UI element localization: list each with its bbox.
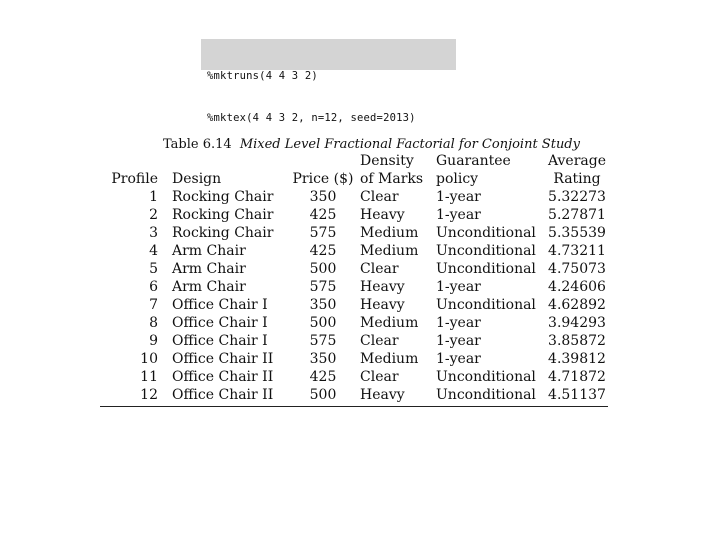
cell-price: 500 — [309, 315, 337, 331]
cell-density: Heavy — [360, 386, 436, 407]
cell-density: Heavy — [360, 279, 405, 295]
cell-price: 425 — [309, 207, 337, 223]
cell-rating: 4.71872 — [548, 369, 606, 385]
cell-rating: 4.62892 — [548, 297, 606, 313]
cell-guarantee: Unconditional — [436, 297, 536, 313]
table-row — [100, 314, 608, 332]
cell-price: 425 — [309, 243, 337, 259]
header-rating-line1: Average — [547, 153, 607, 169]
cell-design: Office Chair I — [172, 297, 268, 313]
cell-profile: 3 — [149, 225, 158, 241]
header-design-line1 — [172, 152, 286, 170]
cell-design: Office Chair II — [172, 369, 274, 385]
cell-rating: 4.51137 — [546, 386, 608, 407]
cell-rating: 4.75073 — [548, 261, 606, 277]
cell-design: Office Chair I — [172, 315, 268, 331]
table-row — [100, 386, 608, 407]
cell-profile: 4 — [149, 243, 158, 259]
cell-design: Arm Chair — [172, 243, 246, 259]
cell-density: Medium — [360, 315, 419, 331]
table-row — [100, 224, 608, 242]
header-density-line2: of Marks — [360, 171, 424, 187]
cell-price: 350 — [309, 351, 337, 367]
cell-design: Rocking Chair — [172, 189, 274, 205]
cell-guarantee: Unconditional — [436, 369, 536, 385]
table-row — [100, 206, 608, 224]
cell-density: Medium — [360, 225, 419, 241]
cell-profile: 11 — [140, 369, 158, 385]
table-row — [100, 278, 608, 296]
cell-price: 350 — [309, 189, 337, 205]
cell-density: Medium — [360, 243, 419, 259]
cell-price: 500 — [286, 386, 360, 407]
cell-profile: 1 — [149, 189, 158, 205]
cell-price: 575 — [309, 225, 337, 241]
cell-guarantee: Unconditional — [436, 386, 546, 407]
conjoint-design-table — [100, 152, 608, 407]
header-profile-line2: Profile — [111, 171, 158, 187]
table-row — [100, 368, 608, 386]
cell-density: Heavy — [360, 297, 405, 313]
table-row — [100, 296, 608, 314]
cell-guarantee: 1-year — [436, 351, 481, 367]
cell-profile: 9 — [149, 333, 158, 349]
table-row — [100, 188, 608, 206]
header-guarantee-line1: Guarantee — [436, 153, 511, 169]
cell-price: 425 — [309, 369, 337, 385]
cell-design: Rocking Chair — [172, 207, 274, 223]
cell-rating: 4.73211 — [548, 243, 606, 259]
cell-design: Office Chair II — [172, 386, 286, 407]
sas-code-block — [201, 39, 456, 124]
cell-rating: 3.85872 — [548, 333, 606, 349]
cell-price: 500 — [309, 261, 337, 277]
table-caption — [163, 137, 580, 152]
cell-profile: 5 — [149, 261, 158, 277]
cell-rating: 4.39812 — [548, 351, 606, 367]
cell-rating: 5.27871 — [548, 207, 606, 223]
cell-guarantee: 1-year — [436, 189, 481, 205]
cell-profile: 10 — [140, 351, 158, 367]
cell-density: Clear — [360, 369, 399, 385]
cell-guarantee: 1-year — [436, 279, 481, 295]
cell-design: Office Chair I — [172, 333, 268, 349]
cell-guarantee: Unconditional — [436, 243, 536, 259]
cell-density: Clear — [360, 261, 399, 277]
header-row-2 — [100, 170, 608, 188]
table-body — [100, 188, 608, 407]
code-line-mktruns: %mktruns(4 4 3 2) — [207, 70, 318, 82]
cell-price: 575 — [309, 279, 337, 295]
table-row — [100, 350, 608, 368]
table-header — [100, 152, 608, 188]
cell-profile: 6 — [149, 279, 158, 295]
cell-guarantee: Unconditional — [436, 261, 536, 277]
cell-guarantee: 1-year — [436, 207, 481, 223]
cell-design: Office Chair II — [172, 351, 274, 367]
table-row — [100, 332, 608, 350]
cell-guarantee: 1-year — [436, 315, 481, 331]
cell-rating: 5.32273 — [548, 189, 606, 205]
header-rating-line2: Rating — [553, 171, 601, 187]
cell-rating: 4.24606 — [548, 279, 606, 295]
header-guarantee-line2: policy — [436, 171, 479, 187]
cell-design: Arm Chair — [172, 279, 246, 295]
cell-rating: 3.94293 — [548, 315, 606, 331]
cell-price: 575 — [309, 333, 337, 349]
cell-design: Rocking Chair — [172, 225, 274, 241]
table-row — [100, 242, 608, 260]
header-price-line1 — [286, 152, 360, 170]
cell-profile: 2 — [149, 207, 158, 223]
cell-density: Clear — [360, 189, 399, 205]
header-price-line2: Price ($) — [292, 171, 354, 187]
cell-guarantee: Unconditional — [436, 225, 536, 241]
cell-density: Medium — [360, 351, 419, 367]
code-line-mktex: %mktex(4 4 3 2, n=12, seed=2013) — [207, 112, 416, 124]
cell-profile: 8 — [149, 315, 158, 331]
caption-title: Mixed Level Fractional Factorial for Conjoint Study — [239, 137, 580, 152]
cell-price: 350 — [309, 297, 337, 313]
cell-density: Clear — [360, 333, 399, 349]
cell-profile: 12 — [100, 386, 172, 407]
cell-density: Heavy — [360, 207, 405, 223]
cell-profile: 7 — [149, 297, 158, 313]
header-row-1 — [100, 152, 608, 170]
cell-guarantee: 1-year — [436, 333, 481, 349]
header-density-line1: Density — [360, 153, 414, 169]
header-design-line2: Design — [172, 171, 222, 187]
cell-design: Arm Chair — [172, 261, 246, 277]
cell-rating: 5.35539 — [548, 225, 606, 241]
table-row — [100, 260, 608, 278]
header-profile-line1 — [100, 152, 172, 170]
caption-label: Table 6.14 — [163, 137, 232, 152]
